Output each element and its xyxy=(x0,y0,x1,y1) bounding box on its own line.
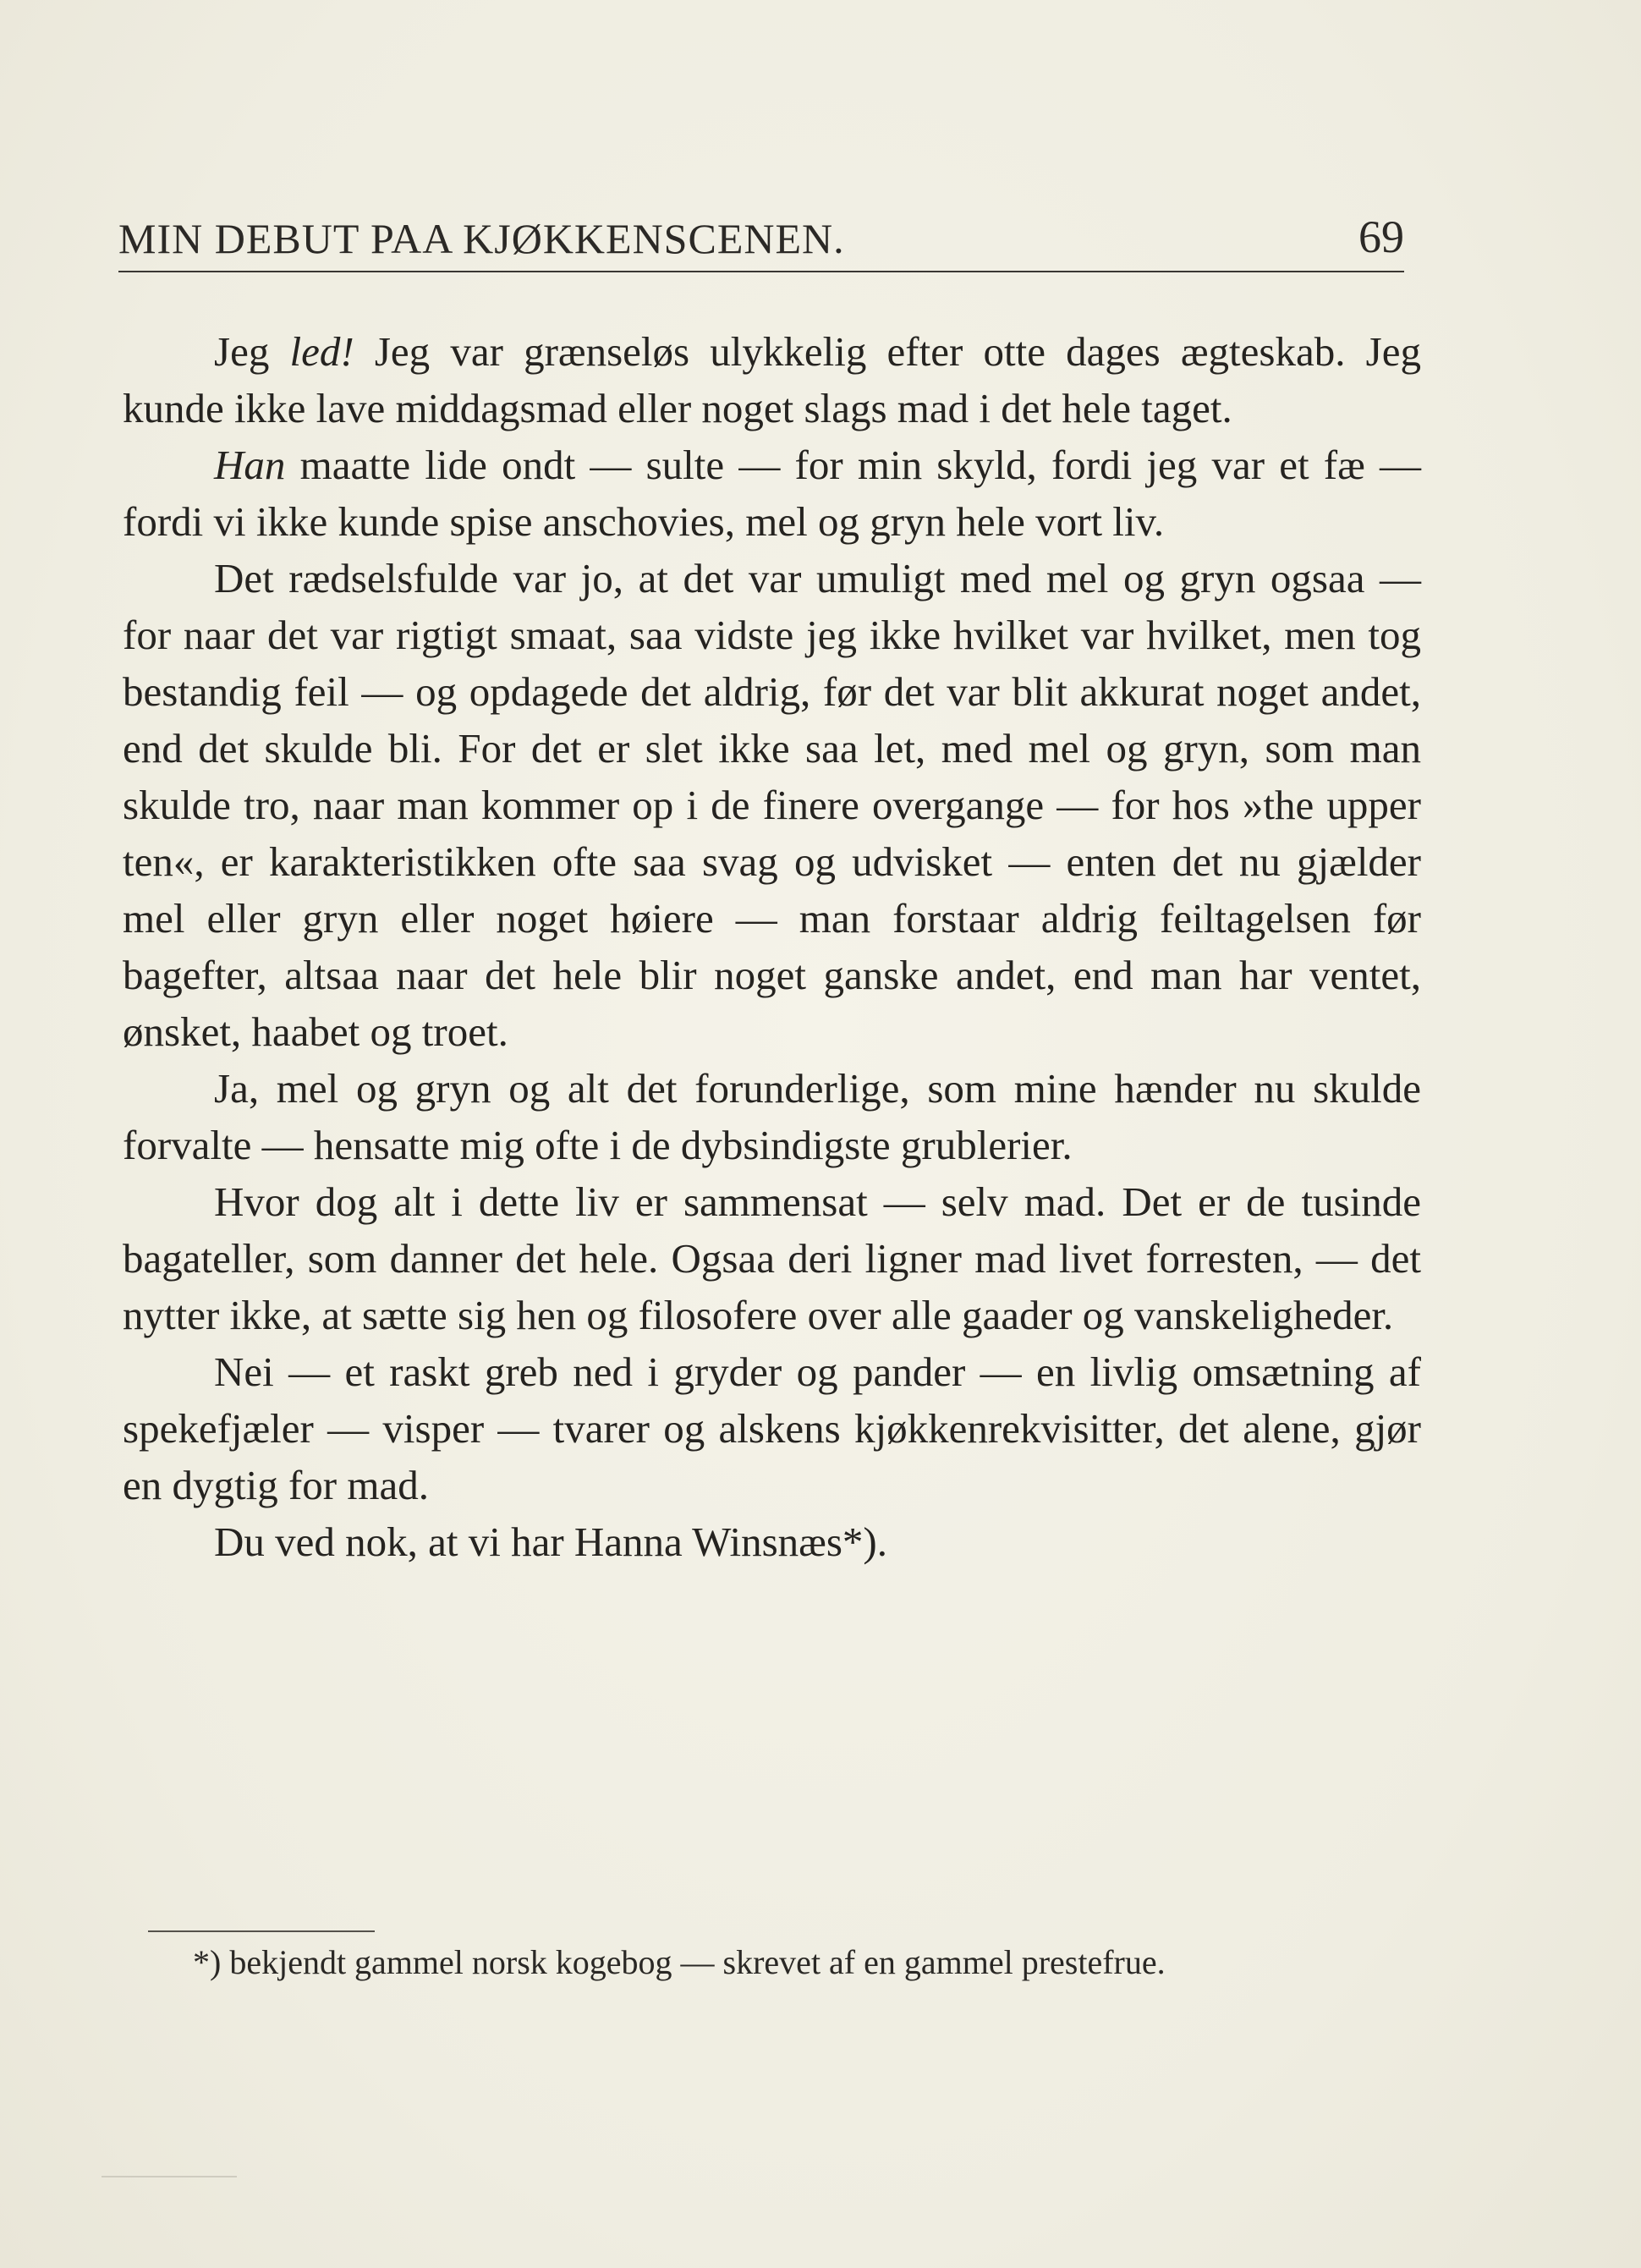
paragraph xyxy=(123,437,1421,550)
text-segment: Nei — et raskt greb ned i gryder og pander — en livlig omsætning af spekefjæler — visper — tvarer og alskens kjøkkenrekvisitter, det alene, gjør en dygtig for mad. xyxy=(123,1348,1421,1508)
text-segment: Hvor dog alt i dette liv er sammensat — selv mad. Det er de tusinde bagateller, som danner det hele. Ogsaa deri ligner mad livet forresten, — det nytter ikke, at sætte sig hen og filosofere over alle gaader og vanskeligheder. xyxy=(123,1178,1421,1338)
text-segment: Ja, mel og gryn og alt det forunderlige, som mine hænder nu skulde forvalte — hensatte mig ofte i de dybsindigste grublerier. xyxy=(123,1065,1421,1168)
body-text xyxy=(123,323,1421,1570)
header-rule xyxy=(118,271,1404,272)
page-number: 69 xyxy=(1358,211,1404,262)
paragraph xyxy=(123,323,1421,437)
paragraph xyxy=(123,1513,1421,1570)
page-header xyxy=(118,207,1404,266)
paragraph xyxy=(123,1060,1421,1173)
text-segment: Det rædselsfulde var jo, at det var umuligt med mel og gryn ogsaa — for naar det var rigtigt smaat, saa vidste jeg ikke hvilket var hvilket, men tog bestandig feil — og opdagede det aldrig, før det var blit akkurat noget andet, end det skulde bli. For det er slet ikke saa let, med mel og gryn, som man skulde tro, naar man kommer op i de finere overgange — for hos »the upper ten«, er karakteristikken ofte saa svag og udvisket — enten det nu gjælder mel eller gryn eller noget høiere — man forstaar aldrig feiltagelsen før bagefter, altsaa naar det hele blir noget ganske andet, end man har ventet, ønsket, haabet og troet. xyxy=(123,555,1421,1055)
running-title: MIN DEBUT PAA KJØKKENSCENEN. xyxy=(118,215,845,262)
footnote-rule xyxy=(148,1930,375,1932)
italic-text-segment: led! xyxy=(289,328,354,375)
footnote: *) bekjendt gammel norsk kogebog — skrevet af en gammel prestefrue. xyxy=(193,1943,1166,1981)
paragraph xyxy=(123,1173,1421,1343)
paragraph xyxy=(123,1343,1421,1513)
italic-text-segment: Han xyxy=(214,442,286,488)
text-segment: maatte lide ondt — sulte — for min skyld, fordi jeg var et fæ — fordi vi ikke kunde spise anschovies, mel og gryn hele vort liv. xyxy=(123,442,1421,545)
paragraph xyxy=(123,550,1421,1060)
text-segment: Jeg var grænseløs ulykkelig efter otte dages ægteskab. Jeg kunde ikke lave middagsmad eller noget slags mad i det hele taget. xyxy=(123,328,1421,431)
page-edge-mark xyxy=(102,2176,237,2177)
text-segment: Du ved nok, at vi har Hanna Winsnæs*). xyxy=(214,1518,887,1565)
text-segment: Jeg xyxy=(214,328,290,375)
